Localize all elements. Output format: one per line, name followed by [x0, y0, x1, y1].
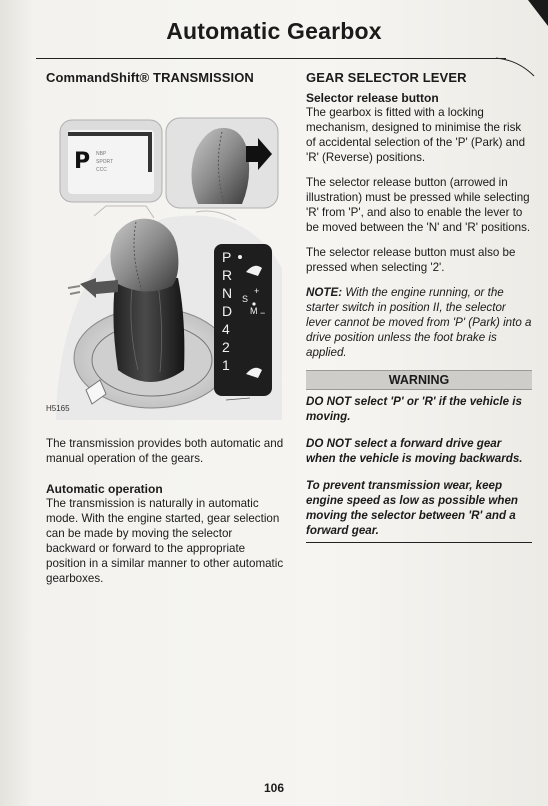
display-gear-letter: P [74, 149, 91, 174]
gate-label-minus: − [260, 308, 266, 318]
display-mode-3: CCC [96, 167, 107, 173]
knob-inset [166, 118, 278, 208]
warning-banner: WARNING [306, 370, 532, 390]
gate-letter-p: P [222, 249, 232, 265]
gear-gate-panel [214, 244, 272, 396]
note-text: With the engine running, or the starter switch in position II, the selector lever cannot be moved from 'P' (Park) into a drive position unless the foot brake is applied. [306, 286, 532, 359]
gate-letter-n: N [222, 285, 233, 301]
gate-letter-d: D [222, 303, 233, 319]
title-rule [36, 58, 506, 59]
gear-selector-illustration [46, 108, 290, 420]
left-column [46, 70, 286, 85]
warning-item-1: DO NOT select 'P' or 'R' if the vehicle is moving. [306, 395, 522, 423]
release-paragraph-2: The selector release button (arrowed in illustration) must be pressed while selecting 'R' from 'P', and also to enable the lever to be moved between the 'N' and 'R' positions. [306, 176, 531, 234]
display-mode-1: NBP [96, 151, 107, 157]
section-title-gear-selector: GEAR SELECTOR LEVER [306, 70, 467, 85]
selector-release-heading: Selector release button [306, 91, 439, 105]
automatic-operation-heading: Automatic operation [46, 482, 163, 496]
left-body [46, 436, 284, 586]
gate-letter-1: 1 [222, 357, 230, 373]
warning-item-2: DO NOT select a forward drive gear when the vehicle is moving backwards. [306, 437, 523, 465]
warning-item-3: To prevent transmission wear, keep engine speed as low as possible when moving the selector between 'R' and a forward gear. [306, 479, 518, 537]
gate-label-plus: + [254, 286, 260, 296]
gate-letter-4: 4 [222, 321, 230, 337]
display-mode-2: SPORT [96, 159, 114, 165]
display-inset [60, 120, 162, 202]
page-number: 106 [263, 781, 285, 795]
gate-label-m: M [250, 306, 258, 316]
right-column [306, 70, 532, 543]
intro-paragraph: The transmission provides both automatic and manual operation of the gears. [46, 437, 284, 465]
automatic-operation-paragraph: The transmission is naturally in automatic mode. With the engine started, gear selection can be made by moving the selector backward or forward to the appropriate position in a similar manner to other automatic gearboxes. [46, 497, 284, 585]
gate-label-s: S [242, 294, 249, 304]
section-title-transmission: CommandShift® TRANSMISSION [46, 70, 254, 85]
warning-end-rule [306, 542, 532, 543]
note-label: NOTE: [306, 286, 343, 299]
release-paragraph-1: The gearbox is fitted with a locking mechanism, designed to minimise the risk of accidental selection of the 'P' (Park) and 'R' (Reverse) positions. [306, 106, 526, 164]
release-paragraph-3: The selector release button must also be pressed when selecting '2'. [306, 246, 516, 274]
figure-code: H5165 [46, 404, 70, 413]
page-title: Automatic Gearbox [166, 18, 382, 44]
gate-letter-r: R [222, 267, 233, 283]
note-paragraph [306, 285, 532, 360]
gate-letter-2: 2 [222, 339, 230, 355]
